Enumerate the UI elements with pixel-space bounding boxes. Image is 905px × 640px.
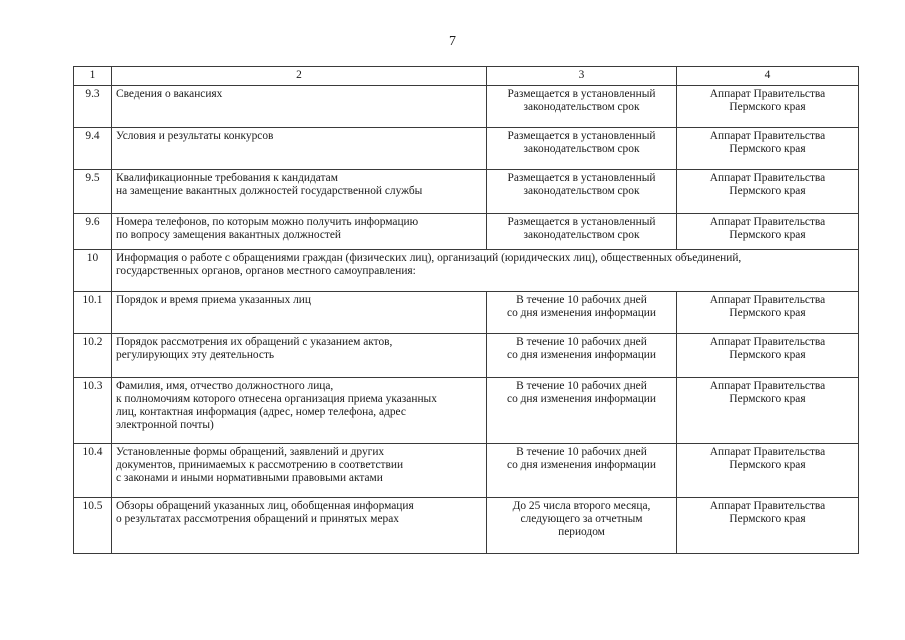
row-description: Порядок и время приема указанных лиц: [112, 292, 487, 334]
row-term: Размещается в установленный законодательством срок: [487, 170, 677, 214]
row-description: Обзоры обращений указанных лиц, обобщенная информация о результатах рассмотрения обращений и принятых мерах: [112, 498, 487, 554]
row-term: В течение 10 рабочих дней со дня изменения информации: [487, 378, 677, 444]
table-header-row: [74, 67, 859, 86]
row-responsible: Аппарат Правительства Пермского края: [677, 334, 859, 378]
page-number: 7: [449, 34, 456, 49]
table-row: [74, 292, 859, 334]
section-number: 10: [74, 250, 112, 292]
row-term: В течение 10 рабочих дней со дня изменения информации: [487, 334, 677, 378]
row-number: 10.2: [74, 334, 112, 378]
table-row: [74, 444, 859, 498]
row-description: Номера телефонов, по которым можно получить информацию по вопросу замещения вакантных должностей: [112, 214, 487, 250]
row-responsible: Аппарат Правительства Пермского края: [677, 292, 859, 334]
row-description: Установленные формы обращений, заявлений и других документов, принимаемых к рассмотрению в соответствии с законами и иными нормативными правовыми актами: [112, 444, 487, 498]
row-number: 9.4: [74, 128, 112, 170]
row-term: Размещается в установленный законодательством срок: [487, 214, 677, 250]
table-row: [74, 378, 859, 444]
row-responsible: Аппарат Правительства Пермского края: [677, 444, 859, 498]
row-term: Размещается в установленный законодательством срок: [487, 86, 677, 128]
row-term: Размещается в установленный законодательством срок: [487, 128, 677, 170]
table-row: [74, 86, 859, 128]
section-row: [74, 250, 859, 292]
row-term: В течение 10 рабочих дней со дня изменения информации: [487, 292, 677, 334]
table-row: [74, 498, 859, 554]
row-number: 10.1: [74, 292, 112, 334]
row-description: Порядок рассмотрения их обращений с указанием актов, регулирующих эту деятельность: [112, 334, 487, 378]
row-responsible: Аппарат Правительства Пермского края: [677, 214, 859, 250]
information-table: [73, 66, 859, 554]
row-number: 10.5: [74, 498, 112, 554]
row-number: 10.3: [74, 378, 112, 444]
row-responsible: Аппарат Правительства Пермского края: [677, 170, 859, 214]
row-responsible: Аппарат Правительства Пермского края: [677, 498, 859, 554]
table-row: [74, 334, 859, 378]
row-description: Квалификационные требования к кандидатам на замещение вакантных должностей государственной службы: [112, 170, 487, 214]
row-number: 9.6: [74, 214, 112, 250]
header-cell-4: 4: [677, 67, 859, 86]
row-responsible: Аппарат Правительства Пермского края: [677, 378, 859, 444]
row-responsible: Аппарат Правительства Пермского края: [677, 128, 859, 170]
table-row: [74, 214, 859, 250]
header-cell-2: 2: [112, 67, 487, 86]
header-cell-3: 3: [487, 67, 677, 86]
row-number: 9.3: [74, 86, 112, 128]
row-description: Условия и результаты конкурсов: [112, 128, 487, 170]
row-description: Сведения о вакансиях: [112, 86, 487, 128]
table-row: [74, 170, 859, 214]
row-number: 9.5: [74, 170, 112, 214]
header-cell-1: 1: [74, 67, 112, 86]
table-row: [74, 128, 859, 170]
row-number: 10.4: [74, 444, 112, 498]
section-title: Информация о работе с обращениями граждан (физических лиц), организаций (юридических лиц), общественных объединений, государственных органов, органов местного самоуправления:: [112, 250, 859, 292]
row-term: До 25 числа второго месяца, следующего за отчетным периодом: [487, 498, 677, 554]
row-term: В течение 10 рабочих дней со дня изменения информации: [487, 444, 677, 498]
row-responsible: Аппарат Правительства Пермского края: [677, 86, 859, 128]
row-description: Фамилия, имя, отчество должностного лица, к полномочиям которого отнесена организация приема указанных лиц, контактная информация (адрес, номер телефона, адрес электронной почты): [112, 378, 487, 444]
